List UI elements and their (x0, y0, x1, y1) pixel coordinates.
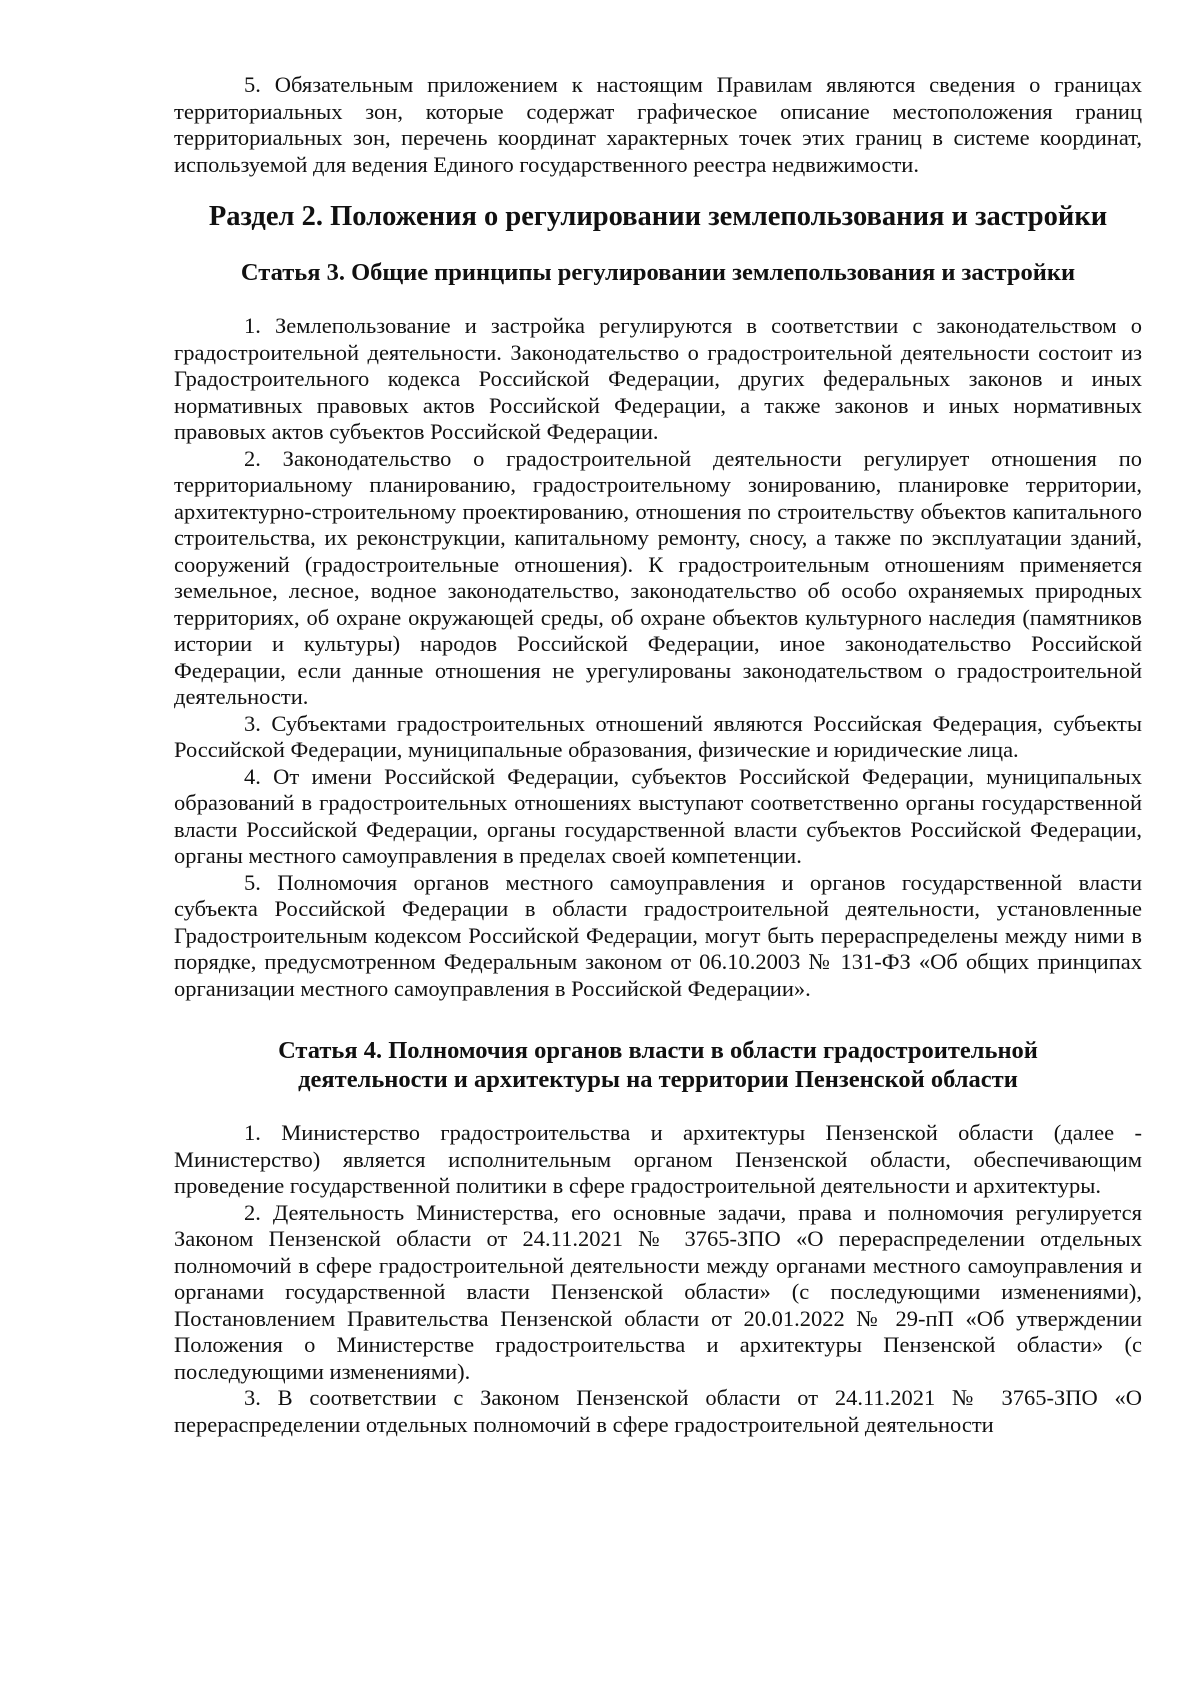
section-2-title: Раздел 2. Положения о регулировании землепользования и застройки (208, 201, 1108, 232)
article-3-paragraph-2: 2. Законодательство о градостроительной деятельности регулирует отношения по территориальному планированию, градостроительному зонированию, планировке территории, архитектурно-строительному проектированию, отношения по строительству объектов капитального строительства, их реконструкции, капитальному ремонту, сносу, а также по эксплуатации зданий, сооружений (градостроительные отношения). К градостроительным отношениям применяется земельное, лесное, водное законодательство, законодательство об особо охраняемых природных территориях, об охране окружающей среды, об охране объектов культурного наследия (памятников истории и культуры) народов Российской Федерации, иное законодательство Российской Федерации, если данные отношения не урегулированы законодательством о градостроительной деятельности. (174, 445, 1142, 709)
article-3-paragraph-3: 3. Субъектами градостроительных отношений являются Российская Федерация, субъекты Российской Федерации, муниципальные образования, физические и юридические лица. (174, 710, 1142, 762)
article-3-paragraph-5: 5. Полномочия органов местного самоуправления и органов государственной власти субъекта Российской Федерации в области градостроительной деятельности, установленные Градостроительным кодексом Российской Федерации, могут быть перераспределены между ними в порядке, предусмотренном Федеральным законом от 06.10.2003 № 131-ФЗ «Об общих принципах организации местного самоуправления в Российской Федерации». (174, 869, 1142, 1001)
article-4-paragraph-1: 1. Министерство градостроительства и архитектуры Пензенской области (далее - Министерство) является исполнительным органом Пензенской области, обеспечивающим проведение государственной политики в сфере градостроительной деятельности и архитектуры. (174, 1120, 1142, 1198)
article-4-body (174, 1120, 1142, 1438)
article-3-paragraph-1: 1. Землепользование и застройка регулируются в соответствии с законодательством о градостроительной деятельности. Законодательство о градостроительной деятельности состоит из Градостроительного кодекса Российской Федерации, других федеральных законов и иных нормативных правовых актов Российской Федерации, а также законов и иных нормативных правовых актов субъектов Российской Федерации. (174, 313, 1142, 444)
article-3-body (174, 313, 1142, 1002)
document-page (174, 72, 1142, 1438)
article-4-paragraph-2: 2. Деятельность Министерства, его основные задачи, права и полномочия регулируется Законом Пензенской области от 24.11.2021 № 3765-ЗПО «О перераспределении отдельных полномочий в сфере градостроительной деятельности между органами местного самоуправления и органами государственной власти Пензенской области» (с последующими изменениями), Постановлением Правительства Пензенской области от 20.01.2022 № 29-пП «Об утверждении Положения о Министерстве градостроительства и архитектуры Пензенской области» (с последующими изменениями). (174, 1199, 1142, 1384)
article-4-title (174, 1036, 1142, 1094)
intro-paragraph-5: 5. Обязательным приложением к настоящим Правилам являются сведения о границах территориальных зон, которые содержат графическое описание местоположения границ территориальных зон, перечень координат характерных точек этих границ в системе координат, используемой для ведения Единого государственного реестра недвижимости. (174, 72, 1142, 177)
article-4-title-line-2: деятельности и архитектуры на территории Пензенской области (298, 1066, 1018, 1093)
article-4-title-line-1: Статья 4. Полномочия органов власти в области градостроительной (278, 1037, 1038, 1064)
article-3-paragraph-4: 4. От имени Российской Федерации, субъектов Российской Федерации, муниципальных образований в градостроительных отношениях выступают соответственно органы государственной власти Российской Федерации, органы государственной власти субъектов Российской Федерации, органы местного самоуправления в пределах своей компетенции. (174, 763, 1142, 868)
article-3-title: Статья 3. Общие принципы регулировании землепользования и застройки (240, 259, 1076, 286)
article-4-paragraph-3: 3. В соответствии с Законом Пензенской области от 24.11.2021 № 3765-ЗПО «О перераспределении отдельных полномочий в сфере градостроительной деятельности (174, 1385, 1142, 1437)
